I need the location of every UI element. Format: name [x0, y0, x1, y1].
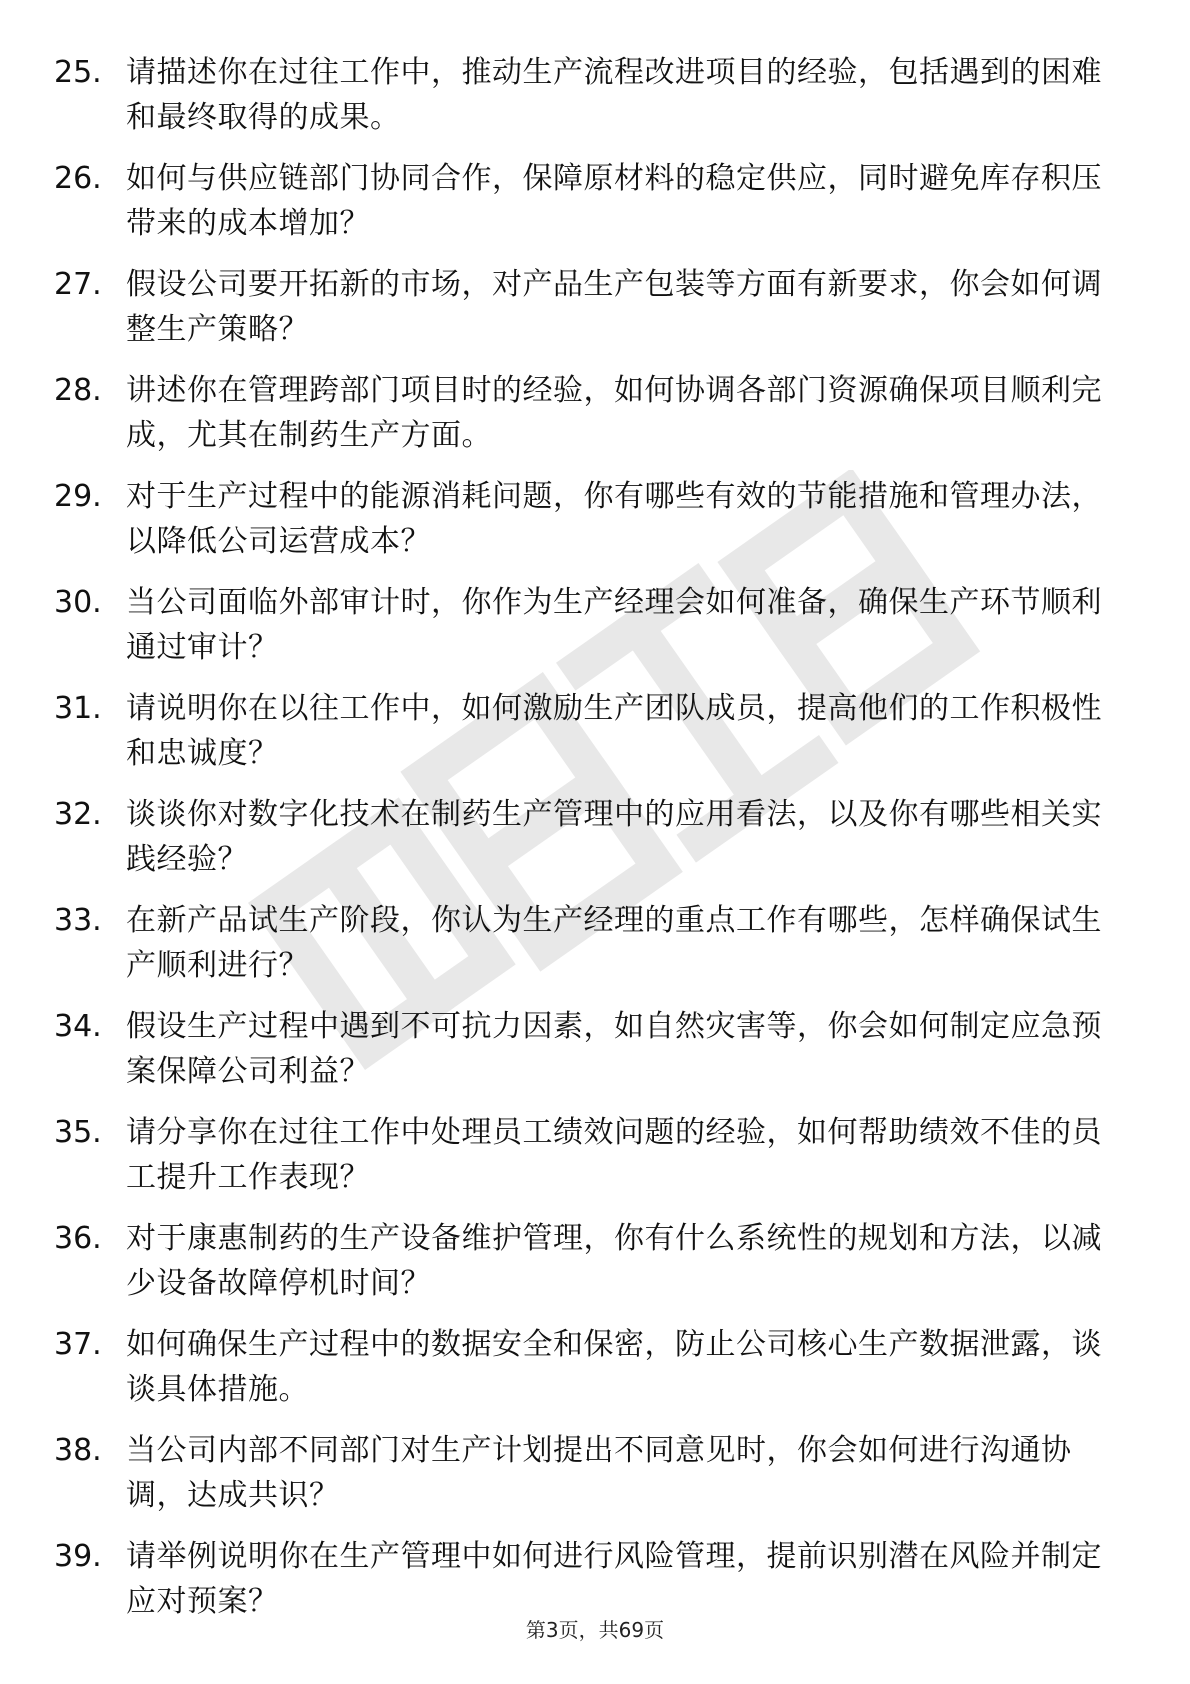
question-text: 请描述你在过往工作中，推动生产流程改进项目的经验，包括遇到的困难和最终取得的成果。: [126, 55, 1102, 135]
question-number: 32.: [54, 797, 102, 832]
question-number: 31.: [54, 691, 102, 726]
question-number: 37.: [54, 1327, 102, 1362]
question-item: [54, 1534, 1114, 1624]
question-number: 26.: [54, 161, 102, 196]
question-item: [54, 50, 1114, 140]
question-number: 25.: [54, 55, 102, 90]
question-text: 谈谈你对数字化技术在制药生产管理中的应用看法，以及你有哪些相关实践经验？: [126, 797, 1102, 877]
question-number: 36.: [54, 1221, 102, 1256]
question-text: 假设生产过程中遇到不可抗力因素，如自然灾害等，你会如何制定应急预案保障公司利益？: [126, 1009, 1102, 1089]
question-list: [54, 50, 1114, 1640]
question-text: 假设公司要开拓新的市场，对产品生产包装等方面有新要求，你会如何调整生产策略？: [126, 267, 1102, 347]
question-number: 38.: [54, 1433, 102, 1468]
question-text: 请举例说明你在生产管理中如何进行风险管理，提前识别潜在风险并制定应对预案？: [126, 1539, 1102, 1619]
question-number: 35.: [54, 1115, 102, 1150]
question-item: [54, 1428, 1114, 1518]
question-text: 对于生产过程中的能源消耗问题，你有哪些有效的节能措施和管理办法，以降低公司运营成本？: [126, 479, 1102, 559]
question-text: 请说明你在以往工作中，如何激励生产团队成员，提高他们的工作积极性和忠诚度？: [126, 691, 1102, 771]
question-text: 对于康惠制药的生产设备维护管理，你有什么系统性的规划和方法，以减少设备故障停机时间？: [126, 1221, 1102, 1301]
question-item: [54, 1322, 1114, 1412]
question-item: [54, 1110, 1114, 1200]
question-number: 28.: [54, 373, 102, 408]
question-item: [54, 262, 1114, 352]
question-item: [54, 1004, 1114, 1094]
question-text: 如何与供应链部门协同合作，保障原材料的稳定供应，同时避免库存积压带来的成本增加？: [126, 161, 1102, 241]
question-item: [54, 1216, 1114, 1306]
question-text: 在新产品试生产阶段，你认为生产经理的重点工作有哪些，怎样确保试生产顺利进行？: [126, 903, 1102, 983]
question-text: 请分享你在过往工作中处理员工绩效问题的经验，如何帮助绩效不佳的员工提升工作表现？: [126, 1115, 1102, 1195]
question-number: 33.: [54, 903, 102, 938]
question-number: 30.: [54, 585, 102, 620]
question-number: 29.: [54, 479, 102, 514]
question-item: [54, 792, 1114, 882]
question-text: 如何确保生产过程中的数据安全和保密，防止公司核心生产数据泄露，谈谈具体措施。: [126, 1327, 1102, 1407]
question-item: [54, 580, 1114, 670]
question-item: [54, 474, 1114, 564]
question-text: 讲述你在管理跨部门项目时的经验，如何协调各部门资源确保项目顺利完成，尤其在制药生产方面。: [126, 373, 1102, 453]
question-item: [54, 898, 1114, 988]
question-item: [54, 156, 1114, 246]
question-item: [54, 686, 1114, 776]
question-text: 当公司内部不同部门对生产计划提出不同意见时，你会如何进行沟通协调，达成共识？: [126, 1433, 1072, 1513]
page-footer: 第3页，共69页: [525, 1618, 665, 1642]
question-item: [54, 368, 1114, 458]
question-number: 34.: [54, 1009, 102, 1044]
question-number: 39.: [54, 1539, 102, 1574]
question-text: 当公司面临外部审计时，你作为生产经理会如何准备，确保生产环节顺利通过审计？: [126, 585, 1102, 665]
question-number: 27.: [54, 267, 102, 302]
